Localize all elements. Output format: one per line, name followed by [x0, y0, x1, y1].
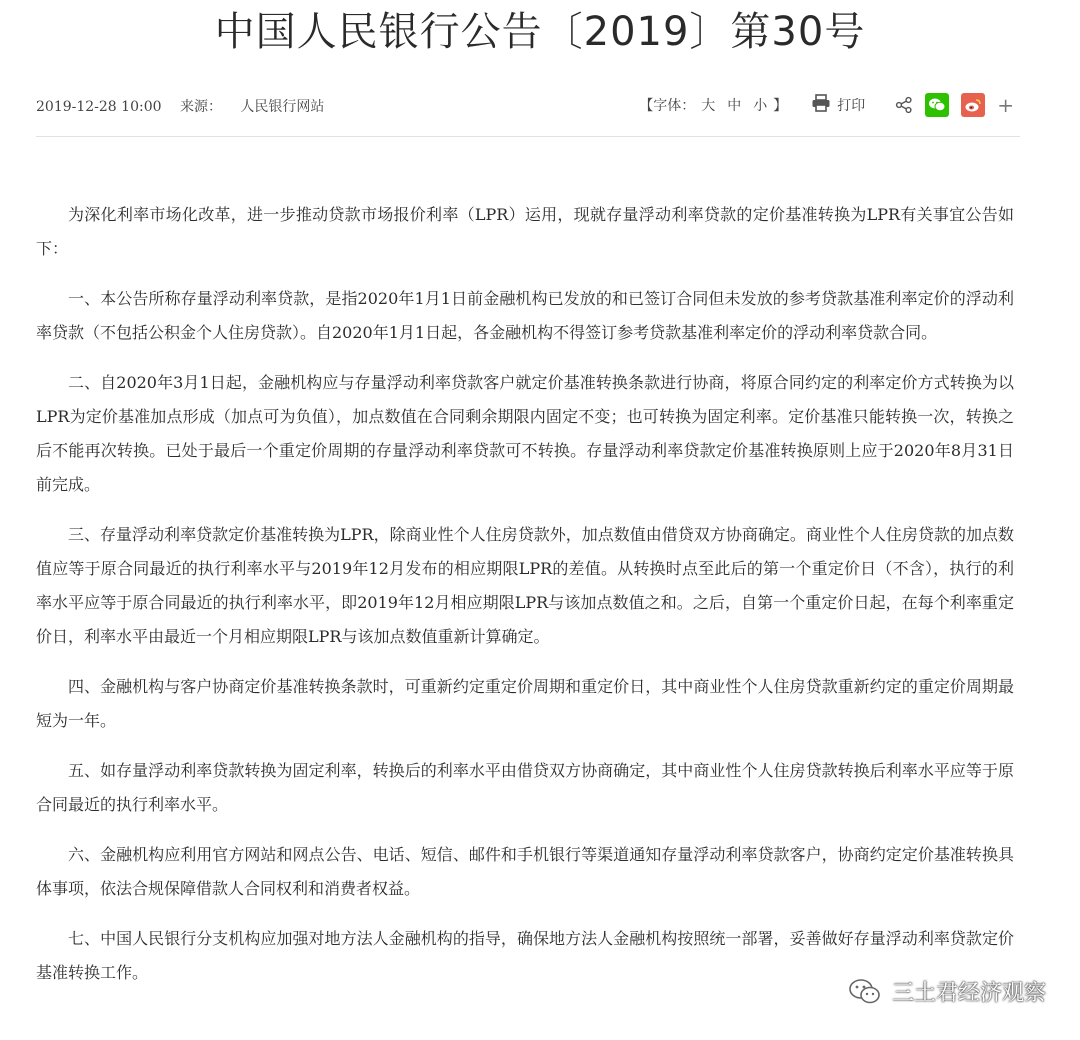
font-label-close: 】 [773, 98, 788, 114]
watermark [848, 976, 1046, 1007]
meta-info [36, 96, 338, 116]
font-large-button[interactable]: 大 [701, 98, 716, 114]
paragraph-6: 六、金融机构应利用官方网站和网点公告、电话、短信、邮件和手机银行等渠道通知存量浮动利率贷款客户，协商约定定价基准转换具体事项，依法合规保障借款人合同权利和消费者权益。 [36, 845, 1014, 898]
paragraph-3: 三、存量浮动利率贷款定价基准转换为LPR，除商业性个人住房贷款外，加点数值由借贷双方协商确定。商业性个人住房贷款的加点数值应等于原合同最近的执行利率水平与2019年12月发布的相应期限LPR的差值。从转换时点至此后的第一个重定价日（不含），执行的利率水平应等于原合同最近的执行利率水平，即2019年12月相应期限LPR与该加点数值之和。之后，自第一个重定价日起，在每个利率重定价日，利率水平由最近一个月相应期限LPR与该加点数值重新计算确定。 [36, 525, 1014, 646]
source-name: 人民银行网站 [240, 99, 325, 115]
font-size-control [639, 95, 787, 115]
header-divider [36, 136, 1020, 137]
paragraph-7: 七、中国人民银行分支机构应加强对地方法人金融机构的指导，确保地方法人金融机构按照统一部署，妥善做好存量浮动利率贷款定价基准转换工作。 [36, 929, 1014, 982]
watermark-text: 三土君经济观察 [891, 981, 1046, 1006]
share-icon[interactable] [895, 96, 913, 114]
article-body [36, 198, 1014, 1006]
wechat-watermark-icon [848, 977, 882, 1007]
page-title: 中国人民银行公告〔2019〕第30号 [214, 9, 866, 55]
plus-icon[interactable]: + [997, 93, 1014, 117]
article-toolbar [639, 92, 1014, 118]
print-label: 打印 [837, 98, 866, 114]
article-meta [36, 92, 1020, 118]
wechat-icon[interactable] [925, 93, 949, 117]
weibo-icon[interactable] [961, 93, 985, 117]
font-small-button[interactable]: 小 [753, 98, 768, 114]
paragraph-2: 二、自2020年3月1日起，金融机构应与存量浮动利率贷款客户就定价基准转换条款进行协商，将原合同约定的利率定价方式转换为以LPR为定价基准加点形成（加点可为负值），加点数值在合同剩余期限内固定不变；也可转换为固定利率。定价基准只能转换一次，转换之后不能再次转换。已处于最后一个重定价周期的存量浮动利率贷款可不转换。存量浮动利率贷款定价基准转换原则上应于2020年8月31日前完成。 [36, 373, 1014, 494]
font-medium-button[interactable]: 中 [727, 98, 742, 114]
paragraph-5: 五、如存量浮动利率贷款转换为固定利率，转换后的利率水平由借贷双方协商确定，其中商业性个人住房贷款转换后利率水平应等于原合同最近的执行利率水平。 [36, 761, 1014, 814]
paragraph-1: 一、本公告所称存量浮动利率贷款，是指2020年1月1日前金融机构已发放的和已签订合同但未发放的参考贷款基准利率定价的浮动利率贷款（不包括公积金个人住房贷款）。自2020年1月1日起，各金融机构不得签订参考贷款基准利率定价的浮动利率贷款合同。 [36, 289, 1014, 342]
print-button[interactable] [811, 94, 865, 116]
font-label: 【字体： [639, 98, 696, 114]
publish-date: 2019-12-28 10:00 [36, 99, 162, 115]
paragraph-intro: 为深化利率市场化改革，进一步推动贷款市场报价利率（LPR）运用，现就存量浮动利率贷款的定价基准转换为LPR有关事宜公告如下： [36, 205, 1014, 258]
source-label: 来源： [179, 99, 222, 115]
printer-icon [811, 94, 837, 116]
paragraph-4: 四、金融机构与客户协商定价基准转换条款时，可重新约定重定价周期和重定价日，其中商业性个人住房贷款重新约定的重定价周期最短为一年。 [36, 677, 1014, 730]
